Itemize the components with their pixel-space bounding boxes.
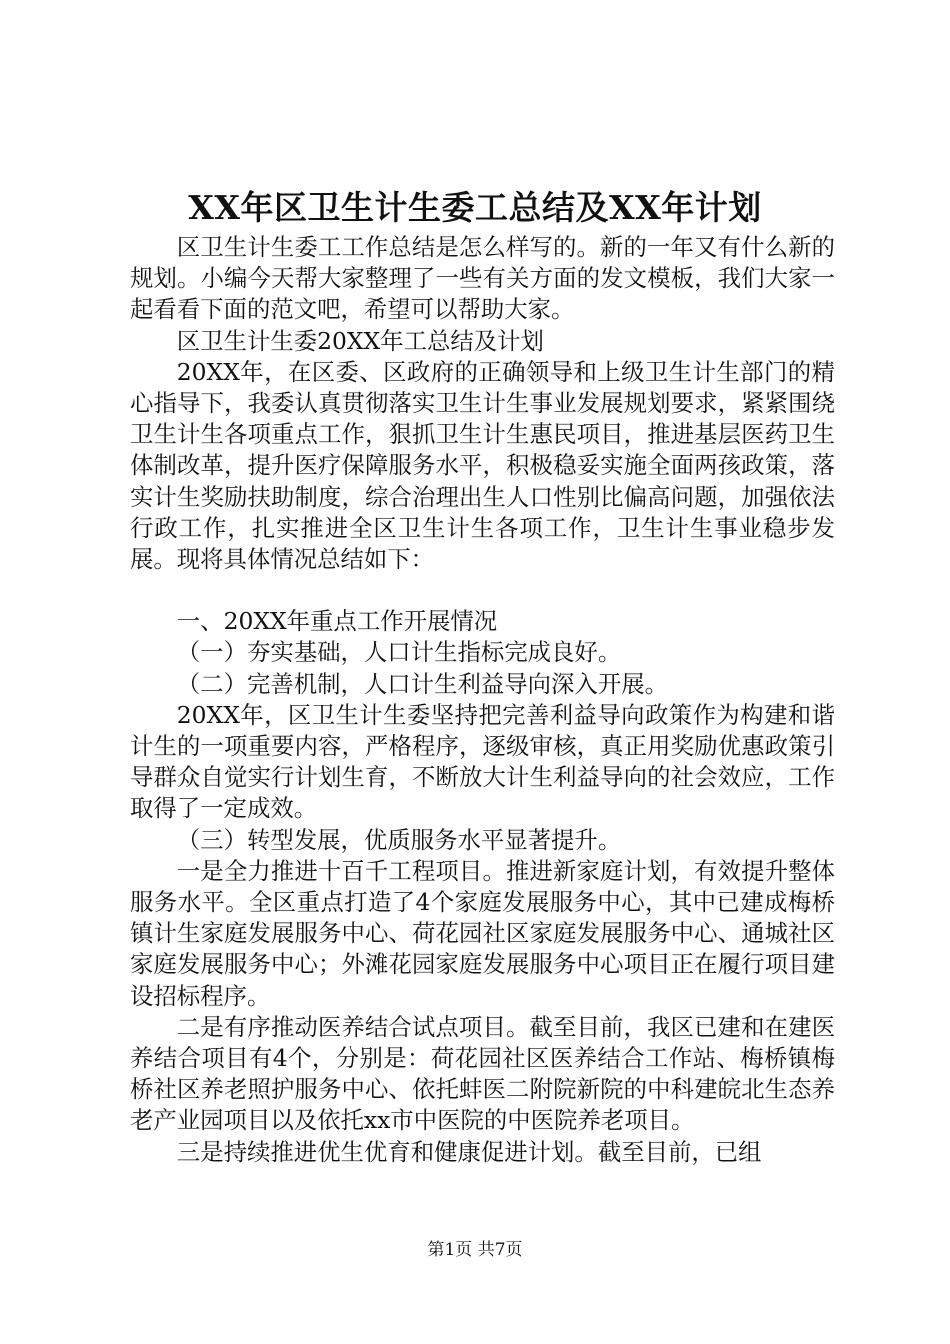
incentive-paragraph: 20XX年，区卫生计生委坚持把完善利益导向政策作为构建和谐计生的一项重要内容，严格程序，逐级审核，真正用奖励优惠政策引导群众自觉实行计划生育，不断放大计生利益导向的社会效应，工作取得了一定成效。 bbox=[130, 700, 835, 823]
page-footer: 第1页 共7页 bbox=[427, 1240, 523, 1260]
summary-paragraph: 20XX年，在区委、区政府的正确领导和上级卫生计生部门的精心指导下，我委认真贯彻落实卫生计生事业发展规划要求，紧紧围绕卫生计生各项重点工作，狠抓卫生计生惠民项目，推进基层医药卫生体制改革，提升医疗保障服务水平，积极稳妥实施全面两孩政策，落实计生奖励扶助制度，综合治理出生人口性别比偏高问题，加强依法行政工作，扎实推进全区卫生计生各项工作，卫生计生事业稳步发展。现将具体情况总结如下： bbox=[130, 357, 835, 574]
document-title: XX年区卫生计生委工总结及XX年计划 bbox=[188, 188, 762, 227]
intro-paragraph: 区卫生计生委工工作总结是怎么样写的。新的一年又有什么新的规划。小编今天帮大家整理了一些有关方面的发文模板，我们大家一起看看下面的范文吧，希望可以帮助大家。 bbox=[130, 233, 835, 324]
project-paragraph-3: 三是持续推进优生优育和健康促进计划。截至目前，已组 bbox=[176, 1137, 762, 1166]
project-paragraph-1: 一是全力推进十百千工程项目。推进新家庭计划，有效提升整体服务水平。全区重点打造了4个家庭发展服务中心，其中已建成梅桥镇计生家庭发展服务中心、荷花园社区家庭发展服务中心、通城社区家庭发展服务中心；外滩花园家庭发展服务中心项目正在履行项目建设招标程序。 bbox=[130, 856, 835, 1010]
subsection-heading-3: （三）转型发展，优质服务水平显著提升。 bbox=[176, 825, 622, 854]
subsection-heading-2: （二）完善机制，人口计生利益导向深入开展。 bbox=[176, 669, 668, 698]
section-heading-1: 一、20XX年重点工作开展情况 bbox=[176, 607, 498, 636]
document-body bbox=[130, 232, 835, 1168]
project-paragraph-2: 二是有序推动医养结合试点项目。截至目前，我区已建和在建医养结合项目有4个，分别是：荷花园社区医养结合工作站、梅桥镇梅桥社区养老照护服务中心、依托蚌医二附院新院的中科建皖北生态养老产业园项目以及依托xx市中医院的中医院养老项目。 bbox=[130, 1012, 835, 1135]
subsection-heading-1: （一）夯实基础，人口计生指标完成良好。 bbox=[176, 638, 622, 667]
report-heading: 区卫生计生委20XX年工总结及计划 bbox=[176, 326, 544, 355]
